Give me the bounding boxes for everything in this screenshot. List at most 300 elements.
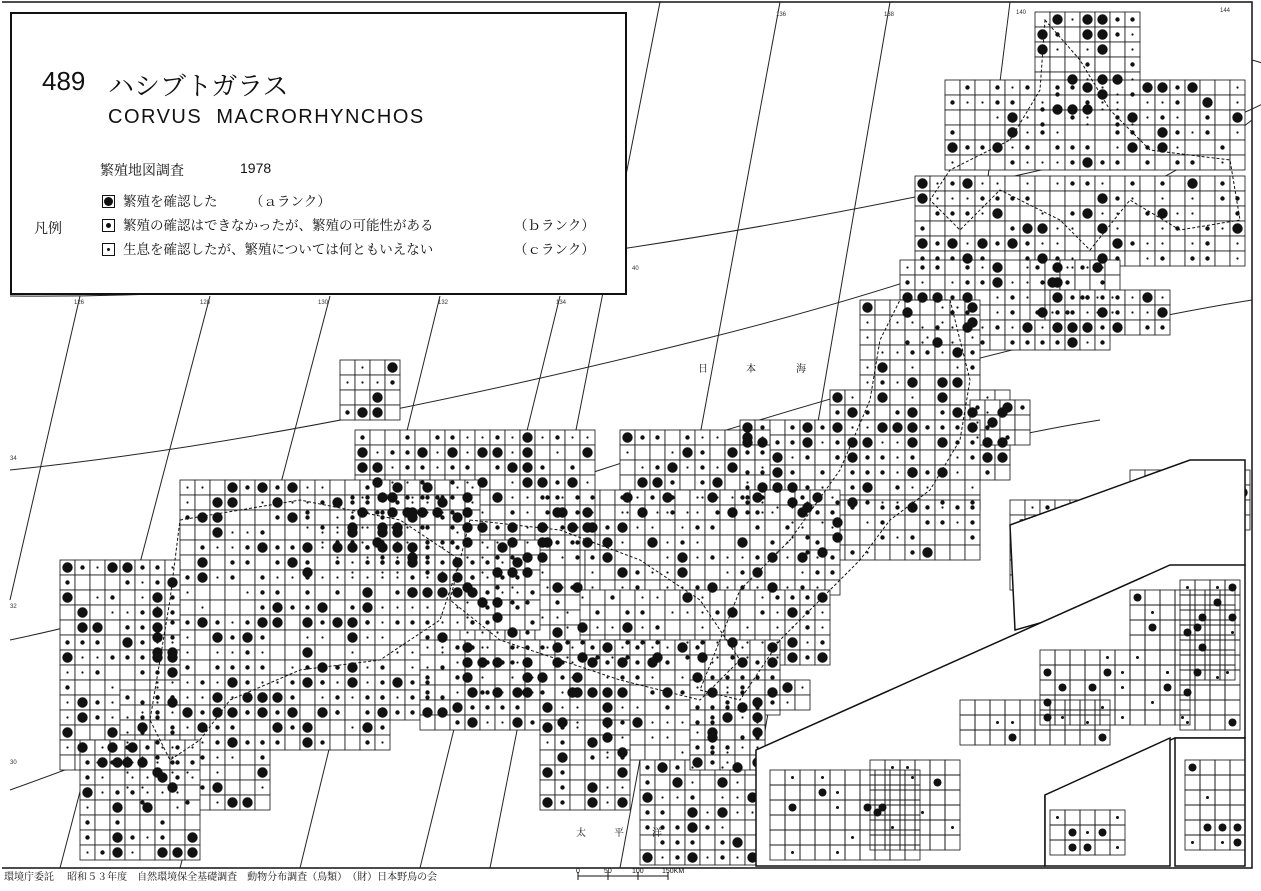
observation-dot [245,680,249,684]
observation-dot [455,645,459,649]
observation-dot [272,602,282,612]
observation-dot [851,396,853,398]
observation-dot [620,755,624,759]
observation-dot [561,691,563,693]
observation-dot [1116,108,1118,110]
observation-dot [146,836,148,838]
observation-dot [366,636,368,638]
observation-dot [701,611,703,613]
observation-dot [911,486,913,488]
observation-dot [156,641,158,643]
observation-dot [732,837,742,847]
observation-dot [805,610,809,614]
observation-dot [351,651,353,653]
observation-dot [695,705,699,709]
observation-dot [542,767,552,777]
grid-cell [735,520,750,535]
lat-label-32: 32 [10,604,17,610]
observation-dot [761,466,763,468]
observation-dot [767,687,777,697]
observation-dot [111,701,113,703]
observation-dot [227,797,237,807]
legend-text-a: 繁殖を確認した [123,194,218,210]
observation-dot [976,421,978,423]
observation-dot [645,765,649,769]
observation-dot [971,486,973,488]
grid-cell [630,685,645,700]
observation-dot [1131,48,1133,50]
observation-dot [995,196,999,200]
observation-dot [1070,181,1074,185]
grid-cell [920,450,935,465]
observation-dot [452,587,462,597]
observation-dot [787,497,797,507]
species-name-sci: CORVUS MACRORHYNCHOS [108,106,425,128]
observation-dot [821,521,823,523]
observation-dot [1071,18,1073,20]
observation-dot [997,452,1007,462]
observation-dot [896,456,898,458]
observation-dot [306,636,308,638]
observation-dot [212,632,222,642]
grid-cell [210,585,225,600]
grid-cell [645,550,660,565]
observation-dot [727,507,737,517]
observation-dot [1092,262,1102,272]
observation-dot [772,482,782,492]
observation-dot [320,500,324,504]
observation-dot [560,660,564,664]
observation-dot [112,832,122,842]
observation-dot [1146,242,1148,244]
grid-cell [240,570,255,585]
observation-dot [987,417,997,427]
grid-cell [965,465,980,480]
observation-dot [1115,256,1119,260]
grid-cell [285,585,300,600]
observation-dot [511,481,513,483]
observation-dot [511,676,513,678]
grid-cell [495,670,510,685]
observation-dot [85,820,89,824]
grid-cell [315,720,330,735]
lon-label-134: 134 [556,300,567,306]
observation-dot [186,771,188,773]
observation-dot [956,456,958,458]
observation-dot [797,507,807,517]
observation-dot [186,501,188,503]
observation-dot [161,746,163,748]
observation-dot [1121,671,1124,674]
observation-dot [320,525,324,529]
observation-dot [967,302,977,312]
species-name-jp: ハシブトガラス [108,72,289,102]
observation-dot [621,586,623,588]
grid-cell [210,600,225,615]
observation-dot [706,856,708,858]
observation-dot [657,762,667,772]
observation-dot [591,586,593,588]
observation-dot [140,625,144,629]
observation-dot [391,481,393,483]
observation-dot [587,737,597,747]
observation-dot [66,701,68,703]
observation-dot [361,366,363,368]
observation-dot [552,507,562,517]
observation-dot [410,710,414,714]
observation-dot [216,741,218,743]
observation-dot [691,766,693,768]
observation-dot [911,321,913,323]
observation-dot [1205,241,1209,245]
observation-dot [405,495,409,499]
observation-dot [406,481,408,483]
observation-dot [305,510,309,514]
grid-cell [665,430,680,445]
grid-cell [1140,125,1155,140]
observation-dot [567,477,577,487]
observation-dot [965,211,969,215]
observation-dot [197,557,207,567]
observation-dot [1082,104,1092,114]
grid-cell [240,510,255,525]
observation-dot [561,706,563,708]
observation-dot [602,642,612,652]
grid-cell [665,620,680,635]
observation-dot [1111,296,1113,298]
observation-dot [977,238,987,248]
observation-dot [260,590,264,594]
observation-dot [1044,669,1052,677]
observation-dot [450,540,454,544]
grid-cell [140,845,155,860]
observation-dot [772,452,782,462]
observation-dot [152,622,162,632]
observation-dot [552,627,562,637]
observation-dot [965,265,969,269]
observation-dot [865,500,869,504]
observation-dot [1157,307,1167,317]
observation-dot [791,536,793,538]
grid-cell [355,390,370,405]
observation-dot [1189,764,1197,772]
observation-dot [1026,116,1028,118]
grid-cell [90,605,105,620]
observation-dot [1160,181,1164,185]
observation-dot [921,341,923,343]
observation-dot [216,756,218,758]
lon-label-130: 130 [318,300,329,306]
grid-cell [195,525,210,540]
japan-sea-label-2: 本 [746,364,756,375]
observation-dot [576,726,578,728]
observation-dot [710,750,714,754]
observation-dot [920,256,924,260]
observation-dot [1031,506,1033,508]
observation-dot [471,501,473,503]
grid-cell [1015,430,1030,445]
grid-cell [1050,57,1065,72]
observation-dot [361,541,363,543]
observation-dot [146,776,148,778]
observation-dot [651,526,653,528]
observation-dot [1011,721,1014,724]
observation-dot [1041,326,1043,328]
observation-dot [1082,14,1092,24]
observation-dot [1086,116,1088,118]
observation-dot [1115,196,1119,200]
observation-dot [666,646,668,648]
observation-dot [470,575,474,579]
observation-dot [1100,295,1104,299]
observation-dot [1116,101,1118,103]
grid-cell [1215,95,1230,110]
observation-dot [1067,104,1077,114]
observation-dot [1232,112,1242,122]
observation-dot [481,511,483,513]
observation-dot [546,741,548,743]
observation-dot [540,495,544,499]
observation-dot [467,587,477,597]
observation-dot [696,496,698,498]
grid-cell [300,690,315,705]
grid-cell [720,520,735,535]
observation-dot [291,501,293,503]
observation-dot [635,585,639,589]
grid-cell [975,221,990,236]
observation-dot [275,710,279,714]
grid-cell [1125,155,1140,170]
observation-dot [786,701,788,703]
observation-dot [832,532,842,542]
observation-dot [110,655,114,659]
observation-dot [862,437,872,447]
observation-dot [947,142,957,152]
observation-dot [480,690,484,694]
observation-dot [767,552,777,562]
observation-dot [956,366,958,368]
observation-dot [1009,734,1017,742]
observation-dot [1127,112,1137,122]
observation-dot [925,425,929,429]
observation-dot [425,680,429,684]
observation-dot [1175,130,1179,134]
observation-dot [956,521,958,523]
observation-dot [387,507,397,517]
grid-cell [1200,191,1215,206]
observation-dot [216,666,218,668]
observation-dot [440,590,444,594]
grid-cell [345,705,360,720]
observation-dot [696,686,698,688]
observation-dot [381,571,383,573]
observation-dot [1055,256,1059,260]
observation-dot [381,681,383,683]
observation-dot [365,695,369,699]
observation-dot [776,656,778,658]
observation-dot [1100,280,1104,284]
observation-dot [1121,686,1124,689]
observation-dot [770,700,774,704]
observation-dot [152,652,162,662]
grid-cell [570,735,585,750]
grid-cell [700,775,715,790]
grid-cell [570,795,585,810]
observation-dot [691,781,693,783]
grid-cell [240,780,255,795]
observation-dot [752,712,762,722]
observation-dot [805,485,809,489]
grid-cell [75,725,90,740]
observation-dot [1056,48,1058,50]
grid-cell [1095,110,1110,125]
observation-dot [481,676,483,678]
grid-cell [225,780,240,795]
observation-dot [456,621,458,623]
observation-dot [1097,193,1107,203]
observation-dot [1115,115,1119,119]
observation-dot [641,596,643,598]
observation-dot [170,595,174,599]
observation-dot [757,437,767,447]
observation-dot [452,557,462,567]
grid-cell [585,700,600,715]
observation-dot [926,486,928,488]
observation-dot [720,840,724,844]
observation-dot [1026,281,1028,283]
observation-dot [1082,82,1092,92]
observation-dot [707,582,717,592]
grid-cell [1010,500,1025,515]
observation-dot [580,640,584,644]
grid-cell [315,585,330,600]
observation-dot [862,302,872,312]
observation-dot [651,646,653,648]
observation-dot [1204,824,1212,832]
grid-cell [185,785,200,800]
observation-dot [160,835,164,839]
observation-dot [1041,242,1043,244]
observation-dot [420,495,424,499]
observation-dot [185,800,189,804]
observation-dot [1007,112,1017,122]
observation-dot [701,436,703,438]
observation-dot [541,616,543,618]
observation-dot [1229,719,1237,727]
observation-dot [755,660,759,664]
observation-dot [201,741,203,743]
observation-dot [821,626,823,628]
grid-cell [875,300,890,315]
observation-dot [157,847,167,857]
observation-dot [501,691,503,693]
observation-dot [456,576,458,578]
observation-dot [540,645,544,649]
observation-dot [377,542,387,552]
grid-cell [930,275,945,290]
observation-dot [695,585,699,589]
grid-cell [995,465,1010,480]
grid-cell [875,480,890,495]
observation-dot [555,540,559,544]
observation-dot [530,620,534,624]
observation-dot [197,722,207,732]
observation-dot [305,515,309,519]
observation-dot [1116,212,1118,214]
observation-dot [321,636,323,638]
observation-dot [395,590,399,594]
observation-dot [710,555,714,559]
observation-dot [575,555,579,559]
grid-cell [1170,191,1185,206]
observation-dot [602,732,612,742]
observation-dot [365,495,369,499]
observation-dot [940,520,944,524]
observation-dot [230,575,234,579]
observation-dot [1080,265,1084,269]
observation-dot [405,450,409,454]
observation-dot [1097,74,1107,84]
observation-dot [956,306,958,308]
observation-dot [466,436,468,438]
observation-dot [440,540,444,544]
grid-cell [1065,27,1080,42]
observation-dot [215,725,219,729]
observation-dot [922,547,932,557]
observation-dot [921,281,923,283]
observation-dot [1056,242,1058,244]
observation-dot [727,462,737,472]
observation-dot [710,715,714,719]
observation-dot [951,326,953,328]
observation-dot [625,610,629,614]
observation-dot [470,620,474,624]
observation-dot [577,622,587,632]
observation-dot [622,622,632,632]
observation-dot [171,566,173,568]
observation-dot [62,562,72,572]
grid-cell [1125,95,1140,110]
observation-dot [522,672,532,682]
observation-dot [681,676,683,678]
observation-dot [231,546,233,548]
survey-label: 繁殖地図調査 [100,163,184,179]
observation-dot [787,607,797,617]
observation-dot [92,622,102,632]
observation-dot [501,591,503,593]
grid-cell [285,525,300,540]
grid-cell [565,565,580,580]
observation-dot [880,455,884,459]
observation-dot [396,571,398,573]
observation-dot [896,501,898,503]
observation-dot [556,616,558,618]
grid-cell [935,530,950,545]
observation-dot [507,462,517,472]
observation-dot [560,785,564,789]
observation-dot [175,760,179,764]
grid-cell [935,360,950,375]
observation-dot [695,745,699,749]
observation-dot [950,256,954,260]
observation-dot [396,606,398,608]
observation-dot [426,606,428,608]
grid-cell [935,480,950,495]
observation-dot [485,690,489,694]
observation-dot [497,542,507,552]
observation-dot [1071,257,1073,259]
observation-dot [1020,405,1024,409]
